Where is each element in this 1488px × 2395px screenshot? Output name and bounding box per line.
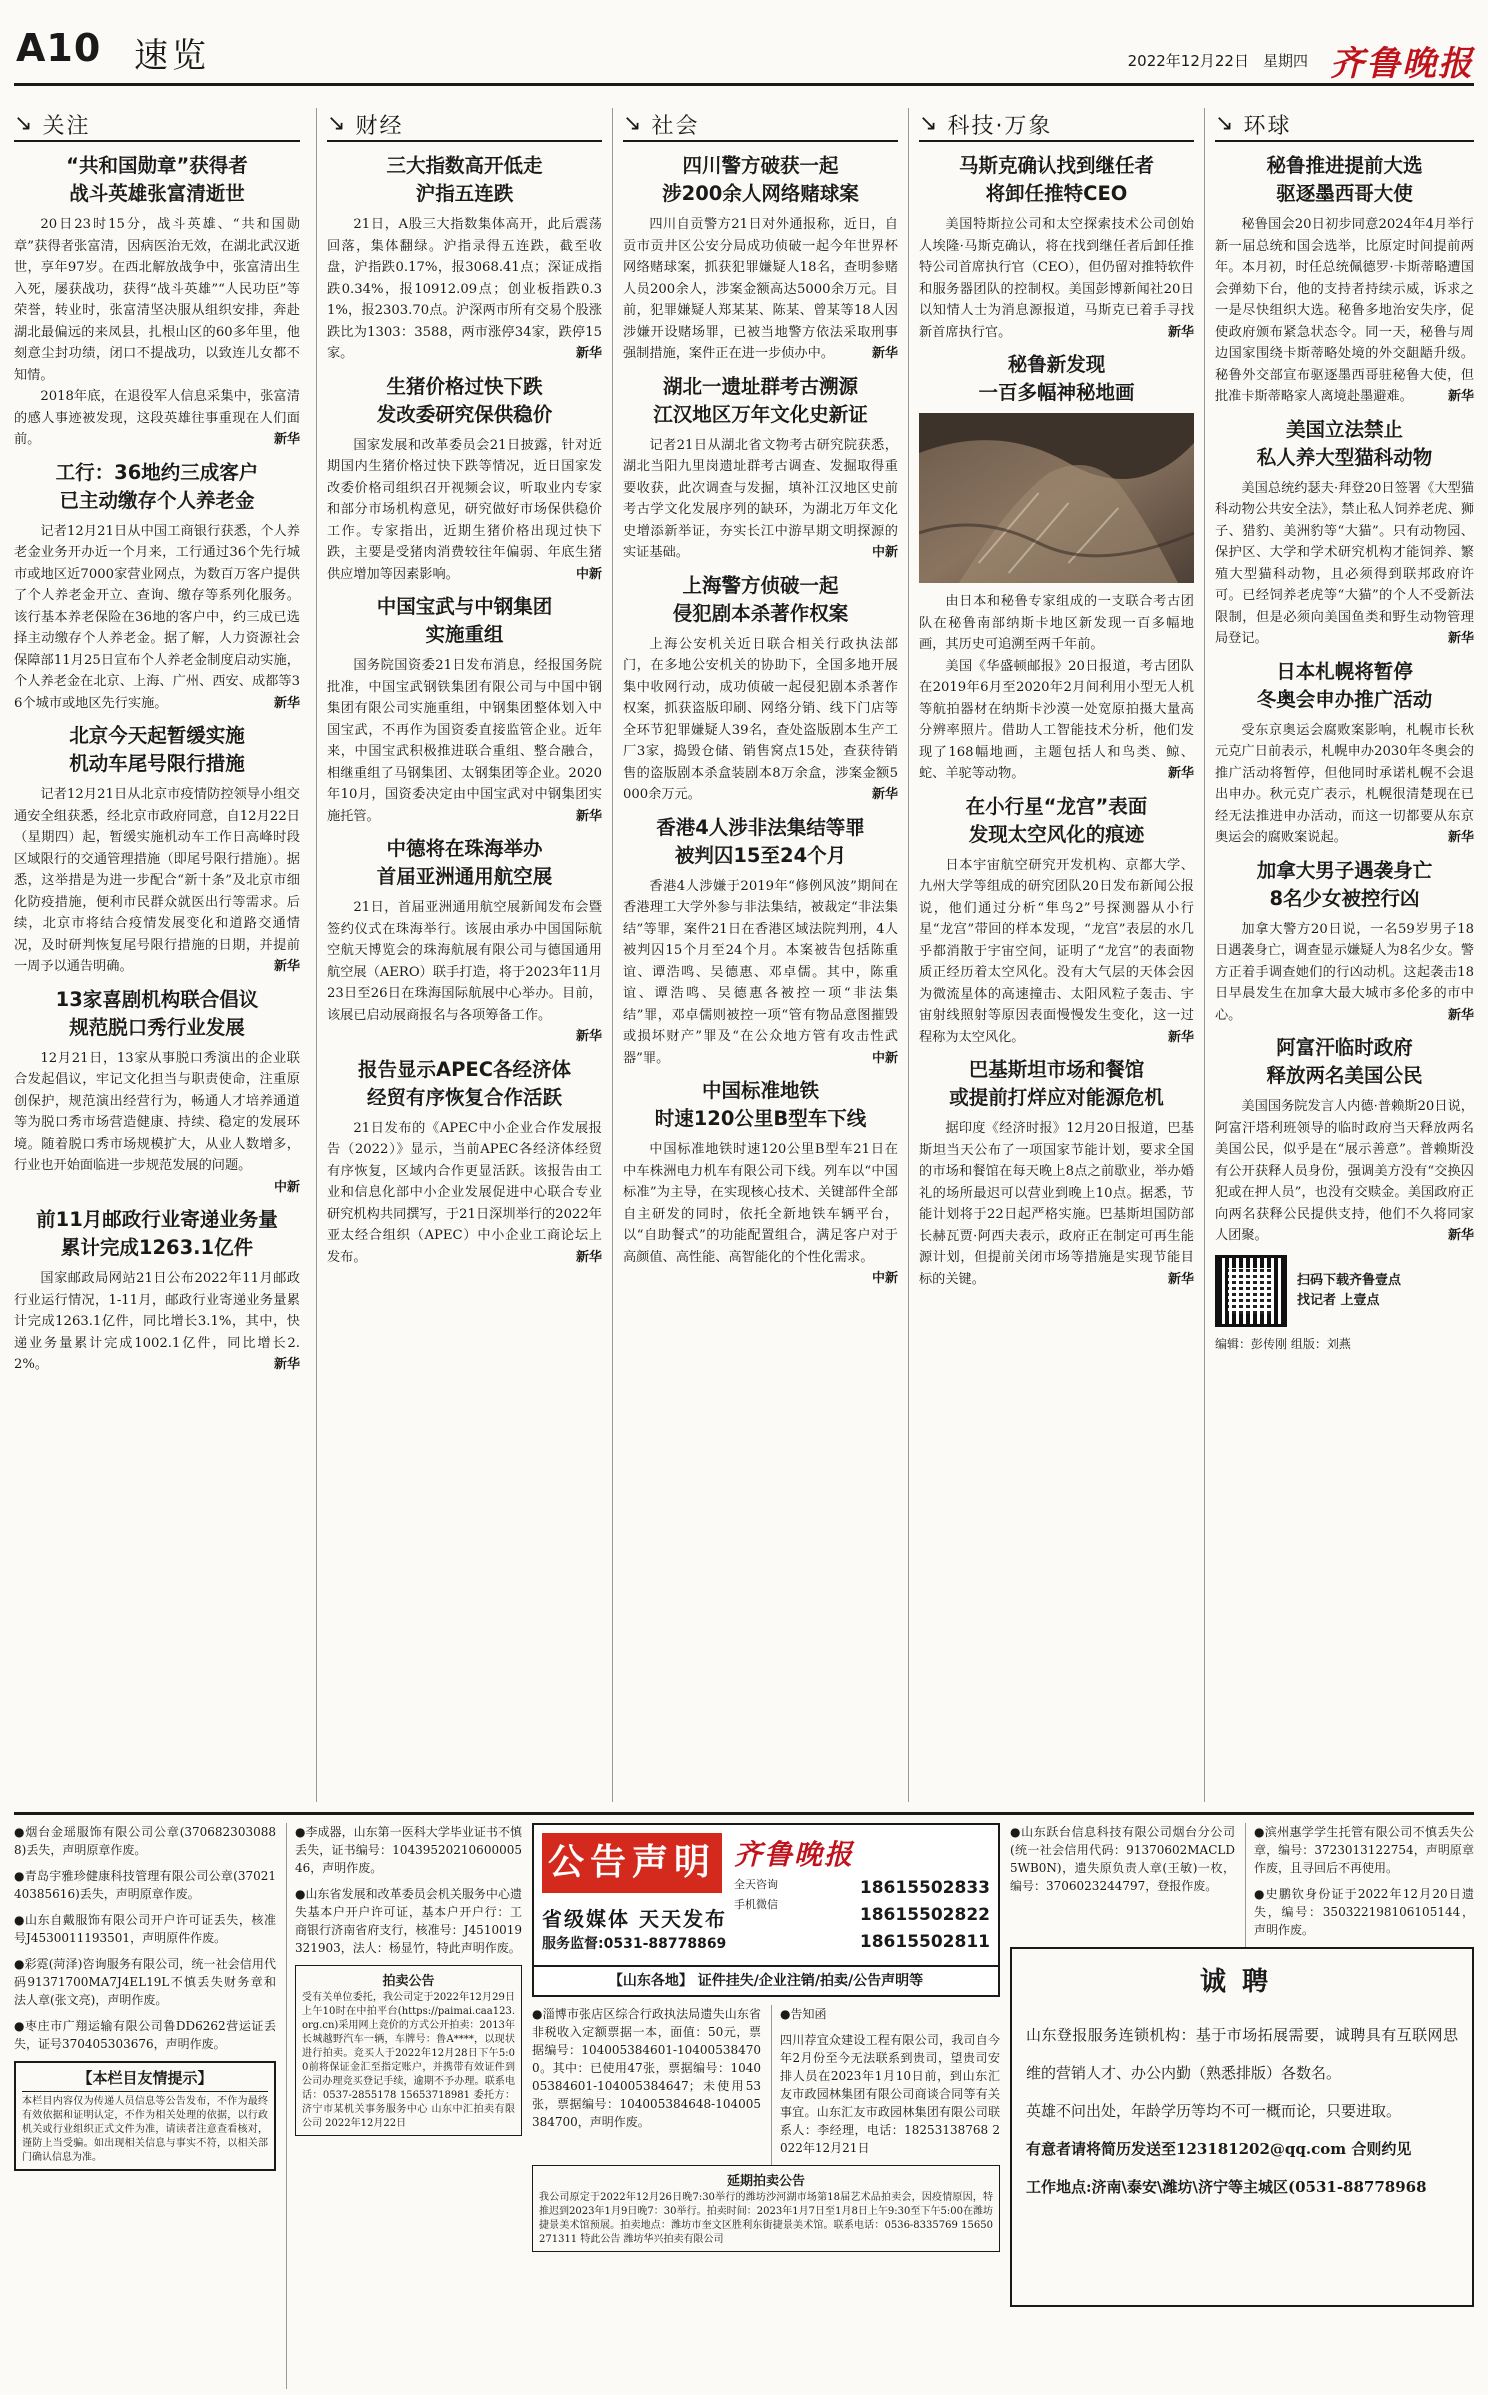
article-body [327,655,602,827]
article-source: 新华 [1167,324,1194,340]
phone-1: 18615502833 [859,1878,990,1898]
article-body [327,897,602,1044]
section-title: 环球 [1243,113,1292,139]
article-text: 美国《华盛顿邮报》20日报道，考古团队在2019年6月至2020年2月间利用小型无人机等航拍器材在纳斯卡沙漠一处宽原拍摄大量高分辨率照片。借助人工智能技术分析，他们发现了168幅地画，主题包括人和鸟类、鲸、蛇、羊驼等动物。 [919,658,1194,781]
article-text: 国务院国资委21日发布消息，经报国务院批准，中国宝武钢铁集团有限公司与中国中钢集团有限公司实施重组，中钢集团整体划入中国宝武，不再作为国资委直接监管企业。近年来，中国宝武积极推进联合重组、整合融合，相继重组了马钢集团、太钢集团等企业。2020年10月，国资委决定由中国宝武对中钢集团实施托管。 [327,658,602,824]
banner-tags: 【山东各地】 证件挂失/企业注销/拍卖/公告声明等 [534,1965,998,1995]
headline-line: 工行：36地约三成客户 [55,460,259,484]
headline-line: 中德将在珠海举办 [386,837,543,860]
article [327,835,602,1048]
headline-line: 已主动缴存个人养老金 [59,488,255,512]
notice-title: 【本栏目友情提示】 [22,2067,268,2092]
article-text: 12月21日，13家从事脱口秀演出的企业联合发起倡议，牢记文化担当与职责使命，注重原创保护，规范演出经营行为，畅通人才培养通道等为脱口秀市场营造健康、持续、稳定的发展环境。随着脱口秀市场规模扩大，从业人数增多，行业也开始面临进一步规范发展的问题。 [14,1050,300,1173]
article-headline [14,986,300,1042]
headline-line: 被判囚15至24个月 [674,843,847,867]
article-headline [14,722,300,778]
article [327,373,602,586]
column-focus [14,108,310,1802]
article-text: 受东京奥运会腐败案影响，札幌市长秋元克广日前表示，札幌申办2030年冬奥会的推广活动将暂停，但他同时承诺札幌不会退出申办。秋元克广表示，札幌很清楚现在已经无法推进申办活动，而这一切都要从东京奥运会的腐败案说起。 [1215,722,1474,845]
classified-ad: ●山东省发展和改革委员会机关服务中心遗失基本户开户许可证，基本户开户行：工商银行济南省府支行，核准号：J4510019321903，法人：杨显竹，特此声明作废。 [295,1887,522,1955]
article-body [1215,214,1474,408]
article-text: 据印度《经济时报》12月20日报道，巴基斯坦当天公布了一项国家节能计划，要求全国的市场和餐馆在每天晚上8点之前歇业，举办婚礼的场所最迟可以营业到晚上10点。据悉，节能计划将于22日起严格实施。巴基斯坦国防部长赫瓦贾·阿西夫表示，政府正在制定可再生能源计划，但提前关闭市场等措施是实现节能目标的关键。 [919,1121,1194,1287]
column-world [1204,108,1474,1802]
article-body [14,1268,300,1376]
article-source: 新华 [575,808,602,824]
article-text: 加拿大警方20日说，一名59岁男子18日遇袭身亡，调查显示嫌疑人为8名少女。警方正着手调查她们的行凶动机。这起袭击18日早晨发生在加拿大最大城市多伦多的市中心。 [1215,921,1474,1023]
headline-line: 阿富汗临时政府 [1276,1036,1413,1059]
qr-line: 扫码下载齐鲁壹点 [1297,1272,1402,1288]
section-header [623,108,898,142]
section-arrow-icon: ↘ [1215,111,1234,136]
headline-line: 13家喜剧机构联合倡议 [55,987,259,1011]
article [327,593,602,827]
headline-line: 中国宝武与中钢集团 [376,595,553,618]
article [919,351,1194,785]
article-headline [14,152,300,208]
headline-line: 香港4人涉非法集结等罪 [656,815,865,839]
article-source: 新华 [1447,389,1474,404]
section-arrow-icon: ↘ [327,111,346,136]
article-text: 日本宇宙航空研究开发机构、京都大学、九州大学等组成的研究团队20日发布新闻公报说，他们通过分析“隼鸟2”号探测器从小行星“龙宫”带回的样本发现，“龙宫”表层的水几乎都消散于宇宙空间，证明了“龙宫”的表面物质正经历着太空风化。没有大气层的天体会因为微流星体的高速撞击、太阳风粒子轰击、宇宙射线照射等原因表面慢慢发生变化，这一过程称为太空风化。 [919,857,1194,1045]
article-body [327,1118,602,1269]
classified-ads [14,1812,1474,2390]
article-headline [327,152,602,208]
section-arrow-icon: ↘ [14,111,33,136]
classified-ad: ●李成器，山东第一医科大学毕业证书不慎丢失，证书编号：1043952021060000546，声明作废。 [295,1825,522,1875]
article-source: 新华 [1167,1271,1194,1287]
article-text: 国家邮政局网站21日公布2022年11月邮政行业运行情况，1-11月，邮政行业寄递业务量累计完成1263.1亿件，同比增长3.1%，其中，快递业务量累计完成1002.1亿件，同比增长2.2%。 [14,1271,300,1372]
headline-line: 8名少女被控行凶 [1269,886,1420,910]
classified-ad: ●烟台金瑶服饰有限公司公章(3706823030888)丢失，声明原章作废。 [14,1825,276,1857]
article-body [623,435,898,564]
article-headline [623,152,898,208]
section-title: 财经 [355,113,404,139]
article-source: 新华 [273,1357,300,1372]
article [1215,416,1474,650]
article-body [327,214,602,365]
article-source: 新华 [1167,1029,1194,1045]
article-body [1215,478,1474,650]
headline-line: 释放两名美国公民 [1266,1064,1423,1087]
article [14,986,300,1199]
headline-line: 四川警方破获一起 [682,154,839,177]
article-text: 美国总统约瑟夫·拜登20日签署《大型猫科动物公共安全法》，禁止私人饲养老虎、狮子、猎豹、美洲豹等“大猫”。只有动物园、保护区、大学和学术研究机构才能饲养、繁殖大型猫科动物，且必须得到联邦政府许可。已经饲养老虎等“大猫”的个人不受新法限制，但是必须向美国鱼类和野生动物管理局登记。 [1215,480,1474,646]
article-body [1215,919,1474,1027]
article-source: 中新 [575,566,602,582]
headline-line: 加拿大男子遇袭身亡 [1256,858,1433,882]
headline-line: 私人养大型猫科动物 [1256,445,1433,469]
headline-line: 湖北一遗址群考古溯源 [662,374,858,398]
page-number: A10 [16,26,102,70]
banner-labels [734,1875,778,1915]
section-title: 关注 [42,113,91,139]
article [14,152,300,451]
article-body-2 [14,386,300,451]
notice-box [14,2061,276,2171]
section-header [14,108,300,142]
qr-code-icon [1215,1255,1287,1327]
headline-line: 驱逐墨西哥大使 [1276,182,1413,205]
ads-col-3a [532,2005,761,2165]
article-text: 四川自贡警方21日对外通报称，近日，自贡市贡井区公安分局成功侦破一起今年世界杯网络赌球案，抓获犯罪嫌疑人18名，查明参赌人员200余人，涉案金额高达5000余万元。目前，犯罪嫌疑人郑某某、陈某、曾某等18人因涉嫌开设赌场罪，已被当地警方依法采取刑事强制措施，案件正在进一步侦办中。 [623,217,898,361]
newspaper-logo: 齐鲁晚报 [1330,44,1474,84]
article-body [14,784,300,978]
article-text: 21日，首届亚洲通用航空展新闻发布会暨签约仪式在珠海举行。该展由承办中国国际航空航天博览会的珠海航展有限公司与德国通用航空展（AERO）联手打造，将于2023年11月23日至26日在珠海国际航展中心举办。目前，该展已启动展商报名与各项筹备工作。 [327,900,602,1023]
article-source: 新华 [871,346,898,361]
ads-col-2 [286,1823,522,2389]
article [327,1056,602,1269]
headline-line: 北京今天起暂缓实施 [69,724,245,747]
headline-line: 一百多幅神秘地画 [978,381,1135,404]
headline-line: 前11月邮政行业寄递业务量 [36,1208,278,1231]
article-text: 美国国务院发言人内德·普赖斯20日说，阿富汗塔利班领导的临时政府当天释放两名美国公民，似乎是在“展示善意”。普赖斯没有公开获释人员身份，强调美方没有“交换囚犯或在押人员”，也没有交赎金。美国政府正向两名获释公民提供支持，他们不久将同家人团聚。 [1215,1099,1474,1243]
article-headline [1215,658,1474,714]
article-body [1215,1096,1474,1247]
headline-line: 报告显示APEC各经济体 [357,1057,571,1081]
article-headline [1215,1034,1474,1090]
article-source: 新华 [273,432,300,447]
article-source: 中新 [871,1050,898,1066]
article-text: 记者12月21日从北京市疫情防控领导小组交通安全组获悉，经北京市政府同意，自12月22日（星期四）起，暂缓实施机动车工作日高峰时段区域限行的交通管理措施（即尾号限行措施）。据悉，这举措是为进一步配合“新十条”及北京市细化防疫措施，便利市民群众就医出行等需求。后续，北京市将结合疫情发展变化和道路交通情况，及时研判恢复尾号限行措施的日期，并提前一周予以通告明确。 [14,787,300,974]
section-header [1215,108,1474,142]
article [1215,1034,1474,1247]
column-society [612,108,908,1802]
article-headline [1215,152,1474,208]
article-source: 新华 [575,346,602,361]
article-body [623,876,898,1070]
article-headline [1215,857,1474,913]
auction-notice [295,1965,522,2136]
article-body [919,1118,1194,1290]
article [623,1077,898,1290]
hiring-text-2: 英雄不问出处，年龄学历等均不可一概而论，只要进取。 [1026,2102,1402,2120]
article-headline [14,459,300,515]
qr-block [1215,1255,1474,1327]
ads-col-4 [1010,1823,1474,2307]
article-source: 新华 [575,1249,602,1265]
article-text: 2018年底，在退役军人信息采集中，张富清的感人事迹被发现，这段英雄往事重现在人们面前。 [14,389,300,447]
headline-line: 三大指数高开低走 [386,154,543,177]
headline-line: 战斗英雄张富清逝世 [69,182,245,205]
article-headline [14,1206,300,1262]
article-body [623,1139,898,1286]
article-body [1215,720,1474,849]
classified-ad: ●淄博市张店区综合行政执法局遗失山东省非税收入定额票据一本，面值：50元，票据编号：104005384601-104005384700。其中：已使用47张，票据编号：104005384601-104005384647；未使用53张，票据编号：104005384648-104005384700，声明作废。 [532,2007,761,2129]
article [14,722,300,978]
article-text: 21日，A股三大指数集体高开，此后震荡回落，集体翻绿。沪指录得五连跌，截至收盘，沪指跌0.17%，报3068.41点；深证成指跌0.34%，报10912.09点；创业板指跌0.31%，报2303.70点。沪深两市所有交易个股涨跌比为1303：3588，两市涨停34家，跌停15家。 [327,217,602,361]
masthead [14,8,1474,86]
article-body [919,656,1194,785]
ads-col-3 [532,1823,1000,2389]
article-source: 中新 [871,1271,898,1286]
headline-line: 在小行星“龙宫”表面 [965,794,1148,818]
section-arrow-icon: ↘ [919,111,938,136]
classified-ad: ●滨州惠学学生托管有限公司不慎丢失公章，编号：3723013122754，声明原章作废，且寻回后不再使用。 [1254,1825,1474,1875]
article-text: 中国标准地铁时速120公里B型车21日在中车株洲电力机车有限公司下线。列车以“中国标准”为主导，在实现核心技术、关键部件全部自主研发的同时，依托全新地铁车辆平台，以“自助餐式”的功能配置组合，满足客户对于高颜值、高性能、高智能化的个性化需求。 [623,1142,898,1265]
announcement-banner [532,1823,1000,1997]
article [623,814,898,1070]
headline-line: 首届亚洲通用航空展 [376,865,553,888]
headline-line: “共和国勋章”获得者 [66,154,248,177]
phone-3: 18615502811 [859,1932,990,1952]
article-text: 记者12月21日从中国工商银行获悉，个人养老金业务开办近一个月来，工行通过36个先行城市或地区近7000家营业网点，为数百万客户提供了个人养老金开立、查询、缴存等系列化服务。该行基本养老保险在36地的客户中，约三成已选择主动缴存个人养老金。据了解，人力资源社会保障部11月25日宣布个人养老金制度启动实施，个人养老金在北京、上海、广州、西安、成都等36个城市或地区先行实施。 [14,523,300,711]
headline-line: 上海警方侦破一起 [682,573,839,597]
article [919,152,1194,343]
article [1215,857,1474,1027]
banner-slogan: 省级媒体 天天发布 [542,1907,727,1931]
article-text: 20日23时15分，战斗英雄、“共和国勋章”获得者张富清，因病医治无效，在湖北武汉逝世，享年97岁。在西北解放战争中，张富清出生入死，屡获战功，获得“战斗英雄”“人民功臣”等荣誉，转业时，张富清坚决服从组织安排，奔赴湖北最偏远的来凤县，扎根山区的60多年里，他刻意尘封功绩，闭口不提战功，以致连儿女都不知情。 [14,217,300,383]
article-headline [919,1056,1194,1112]
section-title: 科技·万象 [947,113,1053,139]
nazca-photo [919,413,1194,583]
article-headline [919,152,1194,208]
article-source: 新华 [1447,1007,1474,1023]
section-header [919,108,1194,142]
article-source: 新华 [1447,1228,1474,1243]
classified-ad: ●山东跃台信息科技有限公司烟台分公司(统一社会信用代码：91370602MACLD5WB0N)，遗失原负责人章(王敏)一枚，编号：3706023244797，登报作废。 [1010,1825,1235,1893]
issue-weekday: 星期四 [1262,52,1308,70]
section-title: 社会 [651,113,700,139]
classified-ad: ●青岛宇雅珍健康科技管理有限公司公章(3702140385616)丢失，声明原章作废。 [14,1869,276,1901]
article-source: 中新 [273,1179,300,1195]
headline-line: 或提前打烊应对能源危机 [949,1086,1164,1109]
headline-line: 实施重组 [425,623,504,646]
classified-ad: ●史鹏钦身份证于2022年12月20日遗失，编号：350322198106105144，声明作废。 [1254,1887,1474,1937]
delay-auction-title: 延期拍卖公告 [726,2174,805,2189]
headline-line: 马斯克确认找到继任者 [958,154,1154,177]
article-text: 上海公安机关近日联合相关行政执法部门，在多地公安机关的协助下，全国多地开展集中收网行动，成功侦破一起侵犯剧本杀著作权案，抓获盗版印刷、网络分销、线下门店等全环节犯罪嫌疑人39名，查处盗版剧本生产工厂3家，捣毁仓储、销售窝点15处，查获待销售的盗版剧本杀盒装剧本8万余盒，涉案金额5000余万元。 [623,636,898,802]
article-headline [623,814,898,870]
article-text: 香港4人涉嫌于2019年“修例风波”期间在香港理工大学外参与非法集结，被裁定“非法集结”等罪，案件21日在香港区域法院判刑，4人被判囚15个月至24个月。本案被告包括陈重谊、谭浩鸣、吴德惠、邓卓儒。其中，陈重谊、谭浩鸣、吴德惠各被控一项“非法集结”罪，邓卓儒则被控一项“管有物品意图摧毁或损坏财产”罪及“在公众地方管有攻击性武器”罪。 [623,878,898,1066]
headline-line: 美国立法禁止 [1285,417,1403,441]
headline-line: 发改委研究保供稳价 [376,402,553,426]
headline-line: 累计完成1263.1亿件 [60,1236,254,1259]
article-body [327,435,602,586]
hiring-text-3: 有意者请将简历发送至123181202@qq.com 合则约见 [1026,2140,1412,2158]
hiring-title: 诚聘 [1199,1967,1284,1997]
article-source: 新华 [1167,766,1194,781]
article [14,459,300,715]
headline-line: 时速120公里B型车下线 [654,1107,867,1130]
article [1215,658,1474,849]
delay-auction-notice [532,2165,1000,2252]
article-body [623,214,898,365]
article-headline [623,572,898,628]
headline-line: 将卸任推特CEO [985,182,1128,205]
masthead-info [1128,36,1474,85]
article [623,373,898,564]
article-body [14,214,300,386]
headline-line: 巴基斯坦市场和餐馆 [968,1058,1145,1081]
article-source: 中新 [871,545,898,560]
headline-line: 发现太空风化的痕迹 [968,822,1145,846]
article-body [919,855,1194,1049]
article-source: 新华 [575,1029,602,1044]
hiring-text-4: 工作地点:济南\泰安\潍坊\济宁等主城区(0531-88778968 [1026,2178,1427,2196]
photo-caption: 由日本和秘鲁专家组成的一支联合考古团队在秘鲁南部纳斯卡地区新发现一百多幅地画，其历史可追溯至两千年前。 [919,594,1194,652]
article-body [14,1048,300,1195]
banner-logo: 齐鲁晚报 [734,1838,855,1871]
article-headline [327,1056,602,1112]
ads-col-1 [14,1823,276,2171]
article-headline [623,373,898,429]
headline-line: 江汉地区万年文化史新证 [653,402,868,426]
hiring-text-1: 山东登报服务连锁机构：基于市场拓展需要，诚聘具有互联网思维的营销人才、办公内勤（熟悉排版）各数名。 [1026,2026,1458,2082]
headline-line: 侵犯剧本杀著作权案 [672,601,849,625]
article [14,1206,300,1376]
classified-ad: 四川荐宜众建设工程有限公司，我司自今年2月份至今无法联系到贵司，望贵司安排人员在2023年1月10日前，到山东汇友市政园林集团有限公司商谈合同等有关事宜。山东汇友市政园林集团有限公司联系人：李经理，电话：18253138768 2022年12月21日 [780,2033,1000,2155]
section-header [327,108,602,142]
article-headline [623,1077,898,1133]
article [623,572,898,806]
article-headline [919,793,1194,849]
article [327,152,602,365]
news-columns [14,108,1474,1802]
phone-2: 18615502822 [859,1905,990,1925]
classified-ad: ●枣庄市广翔运输有限公司鲁DD6262营运证丢失，证号370405303676，声明作废。 [14,2019,276,2051]
delay-auction-text: 我公司原定于2022年12月26日晚7:30举行的潍坊沙河湖市场第18届艺术品拍卖会，因疫情原因，特推迟到2023年1月9日晚7：30举行。拍卖时间：2023年1月7日至1月8日上午9:30至下午5:00在潍坊捷景美术馆预展。拍卖地点：潍坊市奎文区胜利东街捷景美术馆。联系电话：0536-8335769 15650271311 特此公告 潍坊华兴拍卖有限公司 [539,2192,993,2245]
classified-ad: ●告知函 [780,2007,827,2021]
article-source: 新华 [1447,830,1474,845]
headline-line: 机动车尾号限行措施 [69,752,245,775]
article-text: 21日发布的《APEC中小企业合作发展报告（2022）》显示，当前APEC各经济体经贸有序恢复，区域内合作更显活跃。该报告由工业和信息化部中小企业发展促进中心联合专业研究机构共同撰写，于21日深圳举行的2022年亚太经合组织（APEC）中小企业工商论坛上发布。 [327,1120,602,1265]
article-text: 国家发展和改革委员会21日披露，针对近期国内生猪价格过快下跌等情况，近日国家发改委价格司组织召开视频会议，听取业内专家和部分市场机构意见，研究做好市场保供稳价工作。专家指出，近期生猪价格出现过快下跌，主要是受猪肉消费较往年偏弱、年底生猪供应增加等因素影响。 [327,437,602,582]
article-body [623,634,898,806]
article-headline [919,351,1194,407]
qr-line: 找记者 上壹点 [1297,1292,1380,1308]
article-source: 新华 [871,787,898,802]
headline-line: 日本札幌将暂停 [1276,659,1413,683]
banner-phones [860,1875,990,1956]
headline-line: 冬奥会申办推广活动 [1256,687,1433,711]
issue-date: 2022年12月22日 [1127,52,1249,70]
article-body [919,214,1194,343]
headline-line: 沪指五连跌 [415,182,514,205]
article [623,152,898,365]
article-text: 记者21日从湖北省文物考古研究院获悉，湖北当阳九里岗遗址群考古调查、发掘取得重要收获，此次调查与发掘，填补江汉地区史前考古学文化发展序列的缺环，为湖北万年文化史增添新举证，夯实长江中游早期文明探源的实证基础。 [623,437,898,560]
banner-hotline: 服务监督:0531-88778869 [542,1936,727,1952]
headline-line: 秘鲁推进提前大选 [1266,154,1423,177]
headline-line: 生猪价格过快下跌 [386,374,543,398]
article-source: 新华 [1447,631,1474,646]
article-text: 美国特斯拉公司和太空探索技术公司创始人埃隆·马斯克确认，将在找到继任者后卸任推特公司首席执行官（CEO），但仍留对推特软件和服务器团队的控制权。美国彭博新闻社20日以知情人士为消息源报道，马斯克已着手寻找新首席执行官。 [919,217,1194,340]
classified-ad: ●彩霓(菏泽)咨询服务有限公司，统一社会信用代码91371700MA7J4EL19L不慎丢失财务章和法人章(张文亮)，声明作废。 [14,1957,276,2007]
article-headline [327,593,602,649]
label-wechat: 手机微信 [734,1898,778,1911]
headline-line: 经贸有序恢复合作活跃 [366,1085,562,1109]
headline-line: 规范脱口秀行业发展 [69,1015,245,1039]
article-source: 新华 [273,959,300,974]
banner-title: 公告声明 [542,1833,722,1893]
page-section-title: 速览 [134,36,210,76]
article-text: 秘鲁国会20日初步同意2024年4月举行新一届总统和国会选举，比原定时间提前两年。本月初，时任总统佩德罗·卡斯蒂略遭国会弹劾下台，他的支持者持续示威，诉求之一是尽快组织大选。秘鲁多地治安失序，促使政府颁布紧急状态令。同一天，秘鲁与周边国家围绕卡斯蒂略处境的外交龃龉升级。秘鲁外交部宣布驱逐墨西哥驻秘鲁大使，但批准卡斯蒂略家人离境赴墨避难。 [1215,217,1474,404]
classified-ad: ●山东自戴服饰有限公司开户许可证丢失，核准号J4530011193501，声明原件作废。 [14,1913,276,1945]
article-headline [327,373,602,429]
headline-line: 中国标准地铁 [701,1079,819,1102]
column-tech [908,108,1204,1802]
article-body [14,521,300,715]
auction-title: 拍卖公告 [382,1974,435,1989]
qr-text [1297,1271,1401,1311]
auction-text: 受有关单位委托，我公司定于2022年12月29日上午10时在中拍平台(https://paimai.caa123.org.cn)采用网上竞价的方式公开拍卖：2013年长城越野汽车一辆，车牌号：鲁A****，以现状进行拍卖。竞买人于2022年12月28日下午5:00前将保证金汇至指定账户，并携带有效证件到公司办理竞买登记手续，逾期不予办理。联系电话：0537-2855178 15653718981 委托方：济宁市某机关事务服务中心 山东中汇拍卖有限公司 2022年12月22日 [302,1992,515,2129]
article-headline [327,835,602,891]
editor-credit: 编辑：彭传刚 组版：刘燕 [1215,1336,1351,1351]
headline-line: 秘鲁新发现 [1007,353,1106,376]
article-source: 新华 [273,695,300,711]
label-consult: 全天咨询 [734,1878,778,1891]
article-headline [1215,416,1474,472]
article [1215,152,1474,408]
article [919,1056,1194,1290]
notice-text: 本栏目内容仅为传递人员信息等公告发布，不作为最终有效依据和证明认定，不作为相关处理的依据，以行政机关或行业组织正式文件为准，请读者注意查看核对，谨防上当受骗。如出现相关信息与事实不符，以相关部门确认信息为准。 [22,2096,268,2163]
hiring-ad [1010,1947,1474,2307]
ads-col-3b [771,2005,1000,2165]
section-arrow-icon: ↘ [623,111,642,136]
article [919,793,1194,1049]
column-finance [316,108,612,1802]
headline-line: 涉200余人网络赌球案 [662,182,859,205]
